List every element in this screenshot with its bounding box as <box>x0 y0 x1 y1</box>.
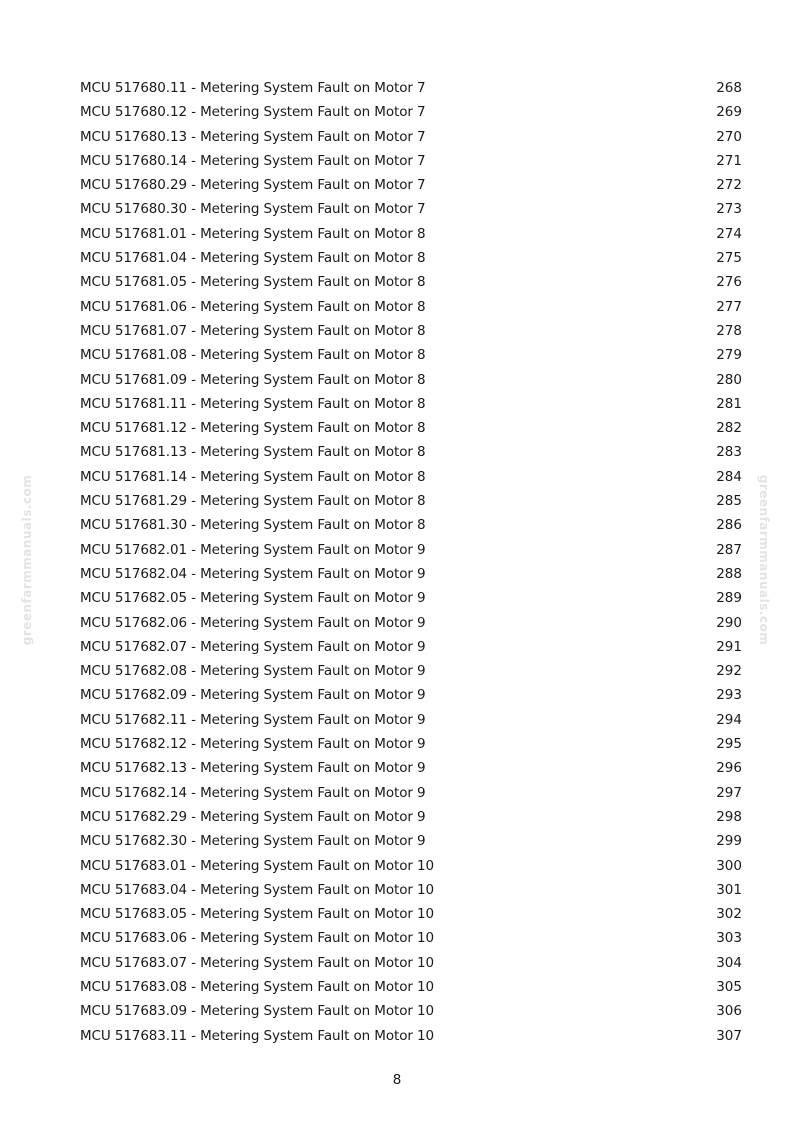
toc-entry-page: 300 <box>716 857 742 874</box>
toc-entry[interactable] <box>80 319 742 343</box>
toc-entry-page: 293 <box>716 687 742 704</box>
toc-entry-page: 274 <box>716 225 742 242</box>
toc-entry-page: 305 <box>716 978 742 995</box>
toc-entry[interactable] <box>80 878 742 902</box>
toc-entry[interactable] <box>80 781 742 805</box>
toc-entry[interactable] <box>80 368 742 392</box>
toc-entry-title: MCU 517681.09 - Metering System Fault on Motor 8 <box>80 371 426 388</box>
toc-entry-title: MCU 517683.09 - Metering System Fault on Motor 10 <box>80 1003 434 1020</box>
toc-entry[interactable] <box>80 392 742 416</box>
page-number: 8 <box>392 1072 402 1088</box>
toc-entry[interactable] <box>80 197 742 221</box>
toc-entry-page: 306 <box>716 1003 742 1020</box>
toc-entry[interactable] <box>80 926 742 950</box>
toc-entry-page: 278 <box>716 322 742 339</box>
toc-entry-title: MCU 517681.12 - Metering System Fault on Motor 8 <box>80 420 426 437</box>
toc-entry[interactable] <box>80 222 742 246</box>
toc-entry-page: 284 <box>716 468 742 485</box>
toc-entry[interactable] <box>80 343 742 367</box>
toc-entry-title: MCU 517681.05 - Metering System Fault on Motor 8 <box>80 274 426 291</box>
toc-entry-page: 298 <box>716 808 742 825</box>
toc-entry-title: MCU 517682.06 - Metering System Fault on Motor 9 <box>80 614 426 631</box>
toc-entry-page: 285 <box>716 493 742 510</box>
toc-entry-title: MCU 517680.30 - Metering System Fault on Motor 7 <box>80 201 426 218</box>
watermark-right: greenfarmmanuals.com <box>757 474 771 646</box>
toc-entry-page: 273 <box>716 201 742 218</box>
toc-entry[interactable] <box>80 538 742 562</box>
toc-entry-page: 304 <box>716 954 742 971</box>
toc-entry-title: MCU 517682.05 - Metering System Fault on Motor 9 <box>80 590 426 607</box>
toc-entry-page: 290 <box>716 614 742 631</box>
toc-entry-page: 277 <box>716 298 742 315</box>
toc-entry-title: MCU 517681.06 - Metering System Fault on Motor 8 <box>80 298 426 315</box>
toc-entry[interactable] <box>80 173 742 197</box>
toc-entry-title: MCU 517682.04 - Metering System Fault on Motor 9 <box>80 565 426 582</box>
toc-entry[interactable] <box>80 756 742 780</box>
toc-entry[interactable] <box>80 708 742 732</box>
toc-entry-page: 272 <box>716 177 742 194</box>
toc-entry-page: 269 <box>716 104 742 121</box>
toc-entry[interactable] <box>80 295 742 319</box>
toc-entry[interactable] <box>80 76 742 100</box>
toc-entry-title: MCU 517682.30 - Metering System Fault on Motor 9 <box>80 833 426 850</box>
toc-entry-page: 282 <box>716 420 742 437</box>
toc-entry[interactable] <box>80 999 742 1023</box>
toc-entry-page: 295 <box>716 736 742 753</box>
toc-entry[interactable] <box>80 149 742 173</box>
toc-entry-title: MCU 517683.04 - Metering System Fault on Motor 10 <box>80 881 434 898</box>
toc-entry[interactable] <box>80 246 742 270</box>
toc-entry-page: 303 <box>716 930 742 947</box>
toc-entry-page: 301 <box>716 881 742 898</box>
toc-entry[interactable] <box>80 489 742 513</box>
toc-entry-title: MCU 517680.29 - Metering System Fault on Motor 7 <box>80 177 426 194</box>
toc-entry[interactable] <box>80 732 742 756</box>
toc-entry-page: 297 <box>716 784 742 801</box>
toc-entry-title: MCU 517683.08 - Metering System Fault on Motor 10 <box>80 978 434 995</box>
toc-entry-title: MCU 517682.08 - Metering System Fault on Motor 9 <box>80 663 426 680</box>
watermark-left: greenfarmmanuals.com <box>20 474 34 646</box>
toc-entry-page: 292 <box>716 663 742 680</box>
toc-entry-page: 280 <box>716 371 742 388</box>
toc-entry[interactable] <box>80 611 742 635</box>
toc-entry[interactable] <box>80 975 742 999</box>
toc-entry-title: MCU 517680.11 - Metering System Fault on Motor 7 <box>80 80 426 96</box>
toc-entry-title: MCU 517683.06 - Metering System Fault on Motor 10 <box>80 930 434 947</box>
toc-entry-page: 291 <box>716 638 742 655</box>
toc-entry-page: 279 <box>716 347 742 364</box>
toc-entry-page: 287 <box>716 541 742 558</box>
toc-entry-title: MCU 517682.12 - Metering System Fault on Motor 9 <box>80 736 426 753</box>
toc-entry-title: MCU 517681.29 - Metering System Fault on Motor 8 <box>80 493 426 510</box>
toc-entry-page: 288 <box>716 565 742 582</box>
table-of-contents <box>80 76 742 1048</box>
toc-entry-title: MCU 517681.11 - Metering System Fault on Motor 8 <box>80 395 426 412</box>
toc-entry-page: 294 <box>716 711 742 728</box>
toc-entry-title: MCU 517682.07 - Metering System Fault on Motor 9 <box>80 638 426 655</box>
toc-entry-title: MCU 517682.29 - Metering System Fault on Motor 9 <box>80 808 426 825</box>
toc-entry[interactable] <box>80 1024 742 1048</box>
toc-entry[interactable] <box>80 125 742 149</box>
toc-entry[interactable] <box>80 902 742 926</box>
toc-entry[interactable] <box>80 659 742 683</box>
toc-entry-title: MCU 517680.12 - Metering System Fault on Motor 7 <box>80 104 426 121</box>
toc-entry-title: MCU 517682.01 - Metering System Fault on Motor 9 <box>80 541 426 558</box>
toc-entry[interactable] <box>80 562 742 586</box>
toc-entry[interactable] <box>80 513 742 537</box>
toc-entry-title: MCU 517681.04 - Metering System Fault on Motor 8 <box>80 250 426 267</box>
toc-entry[interactable] <box>80 951 742 975</box>
toc-entry-title: MCU 517681.07 - Metering System Fault on Motor 8 <box>80 322 426 339</box>
toc-entry[interactable] <box>80 465 742 489</box>
toc-entry-title: MCU 517682.11 - Metering System Fault on Motor 9 <box>80 711 426 728</box>
toc-entry-title: MCU 517683.11 - Metering System Fault on Motor 10 <box>80 1027 434 1044</box>
toc-entry-title: MCU 517682.09 - Metering System Fault on Motor 9 <box>80 687 426 704</box>
toc-entry[interactable] <box>80 683 742 707</box>
toc-entry-title: MCU 517682.13 - Metering System Fault on Motor 9 <box>80 760 426 777</box>
toc-entry-title: MCU 517681.13 - Metering System Fault on Motor 8 <box>80 444 426 461</box>
toc-entry[interactable] <box>80 829 742 853</box>
toc-entry-page: 283 <box>716 444 742 461</box>
toc-entry-page: 302 <box>716 906 742 923</box>
toc-entry-page: 286 <box>716 517 742 534</box>
toc-entry-title: MCU 517682.14 - Metering System Fault on Motor 9 <box>80 784 426 801</box>
toc-entry-page: 271 <box>716 152 742 169</box>
toc-entry-page: 299 <box>716 833 742 850</box>
toc-entry-page: 289 <box>716 590 742 607</box>
toc-entry-page: 270 <box>716 128 742 145</box>
toc-entry-page: 281 <box>716 395 742 412</box>
toc-entry-title: MCU 517683.05 - Metering System Fault on Motor 10 <box>80 906 434 923</box>
toc-entry[interactable] <box>80 635 742 659</box>
toc-entry-title: MCU 517683.01 - Metering System Fault on Motor 10 <box>80 857 434 874</box>
toc-entry-title: MCU 517683.07 - Metering System Fault on Motor 10 <box>80 954 434 971</box>
toc-entry[interactable] <box>80 270 742 294</box>
toc-entry[interactable] <box>80 100 742 124</box>
toc-entry-title: MCU 517681.14 - Metering System Fault on Motor 8 <box>80 468 426 485</box>
toc-entry-page: 275 <box>716 250 742 267</box>
toc-entry-title: MCU 517680.14 - Metering System Fault on Motor 7 <box>80 152 426 169</box>
toc-entry-title: MCU 517681.08 - Metering System Fault on Motor 8 <box>80 347 426 364</box>
toc-entry-page: 296 <box>716 760 742 777</box>
toc-entry[interactable] <box>80 805 742 829</box>
toc-entry-title: MCU 517680.13 - Metering System Fault on Motor 7 <box>80 128 426 145</box>
toc-entry-page: 307 <box>716 1027 742 1044</box>
toc-entry[interactable] <box>80 586 742 610</box>
toc-entry[interactable] <box>80 440 742 464</box>
toc-entry-page: 268 <box>716 80 742 96</box>
toc-entry[interactable] <box>80 854 742 878</box>
toc-entry-title: MCU 517681.01 - Metering System Fault on Motor 8 <box>80 225 426 242</box>
toc-entry[interactable] <box>80 416 742 440</box>
toc-entry-title: MCU 517681.30 - Metering System Fault on Motor 8 <box>80 517 426 534</box>
toc-entry-page: 276 <box>716 274 742 291</box>
